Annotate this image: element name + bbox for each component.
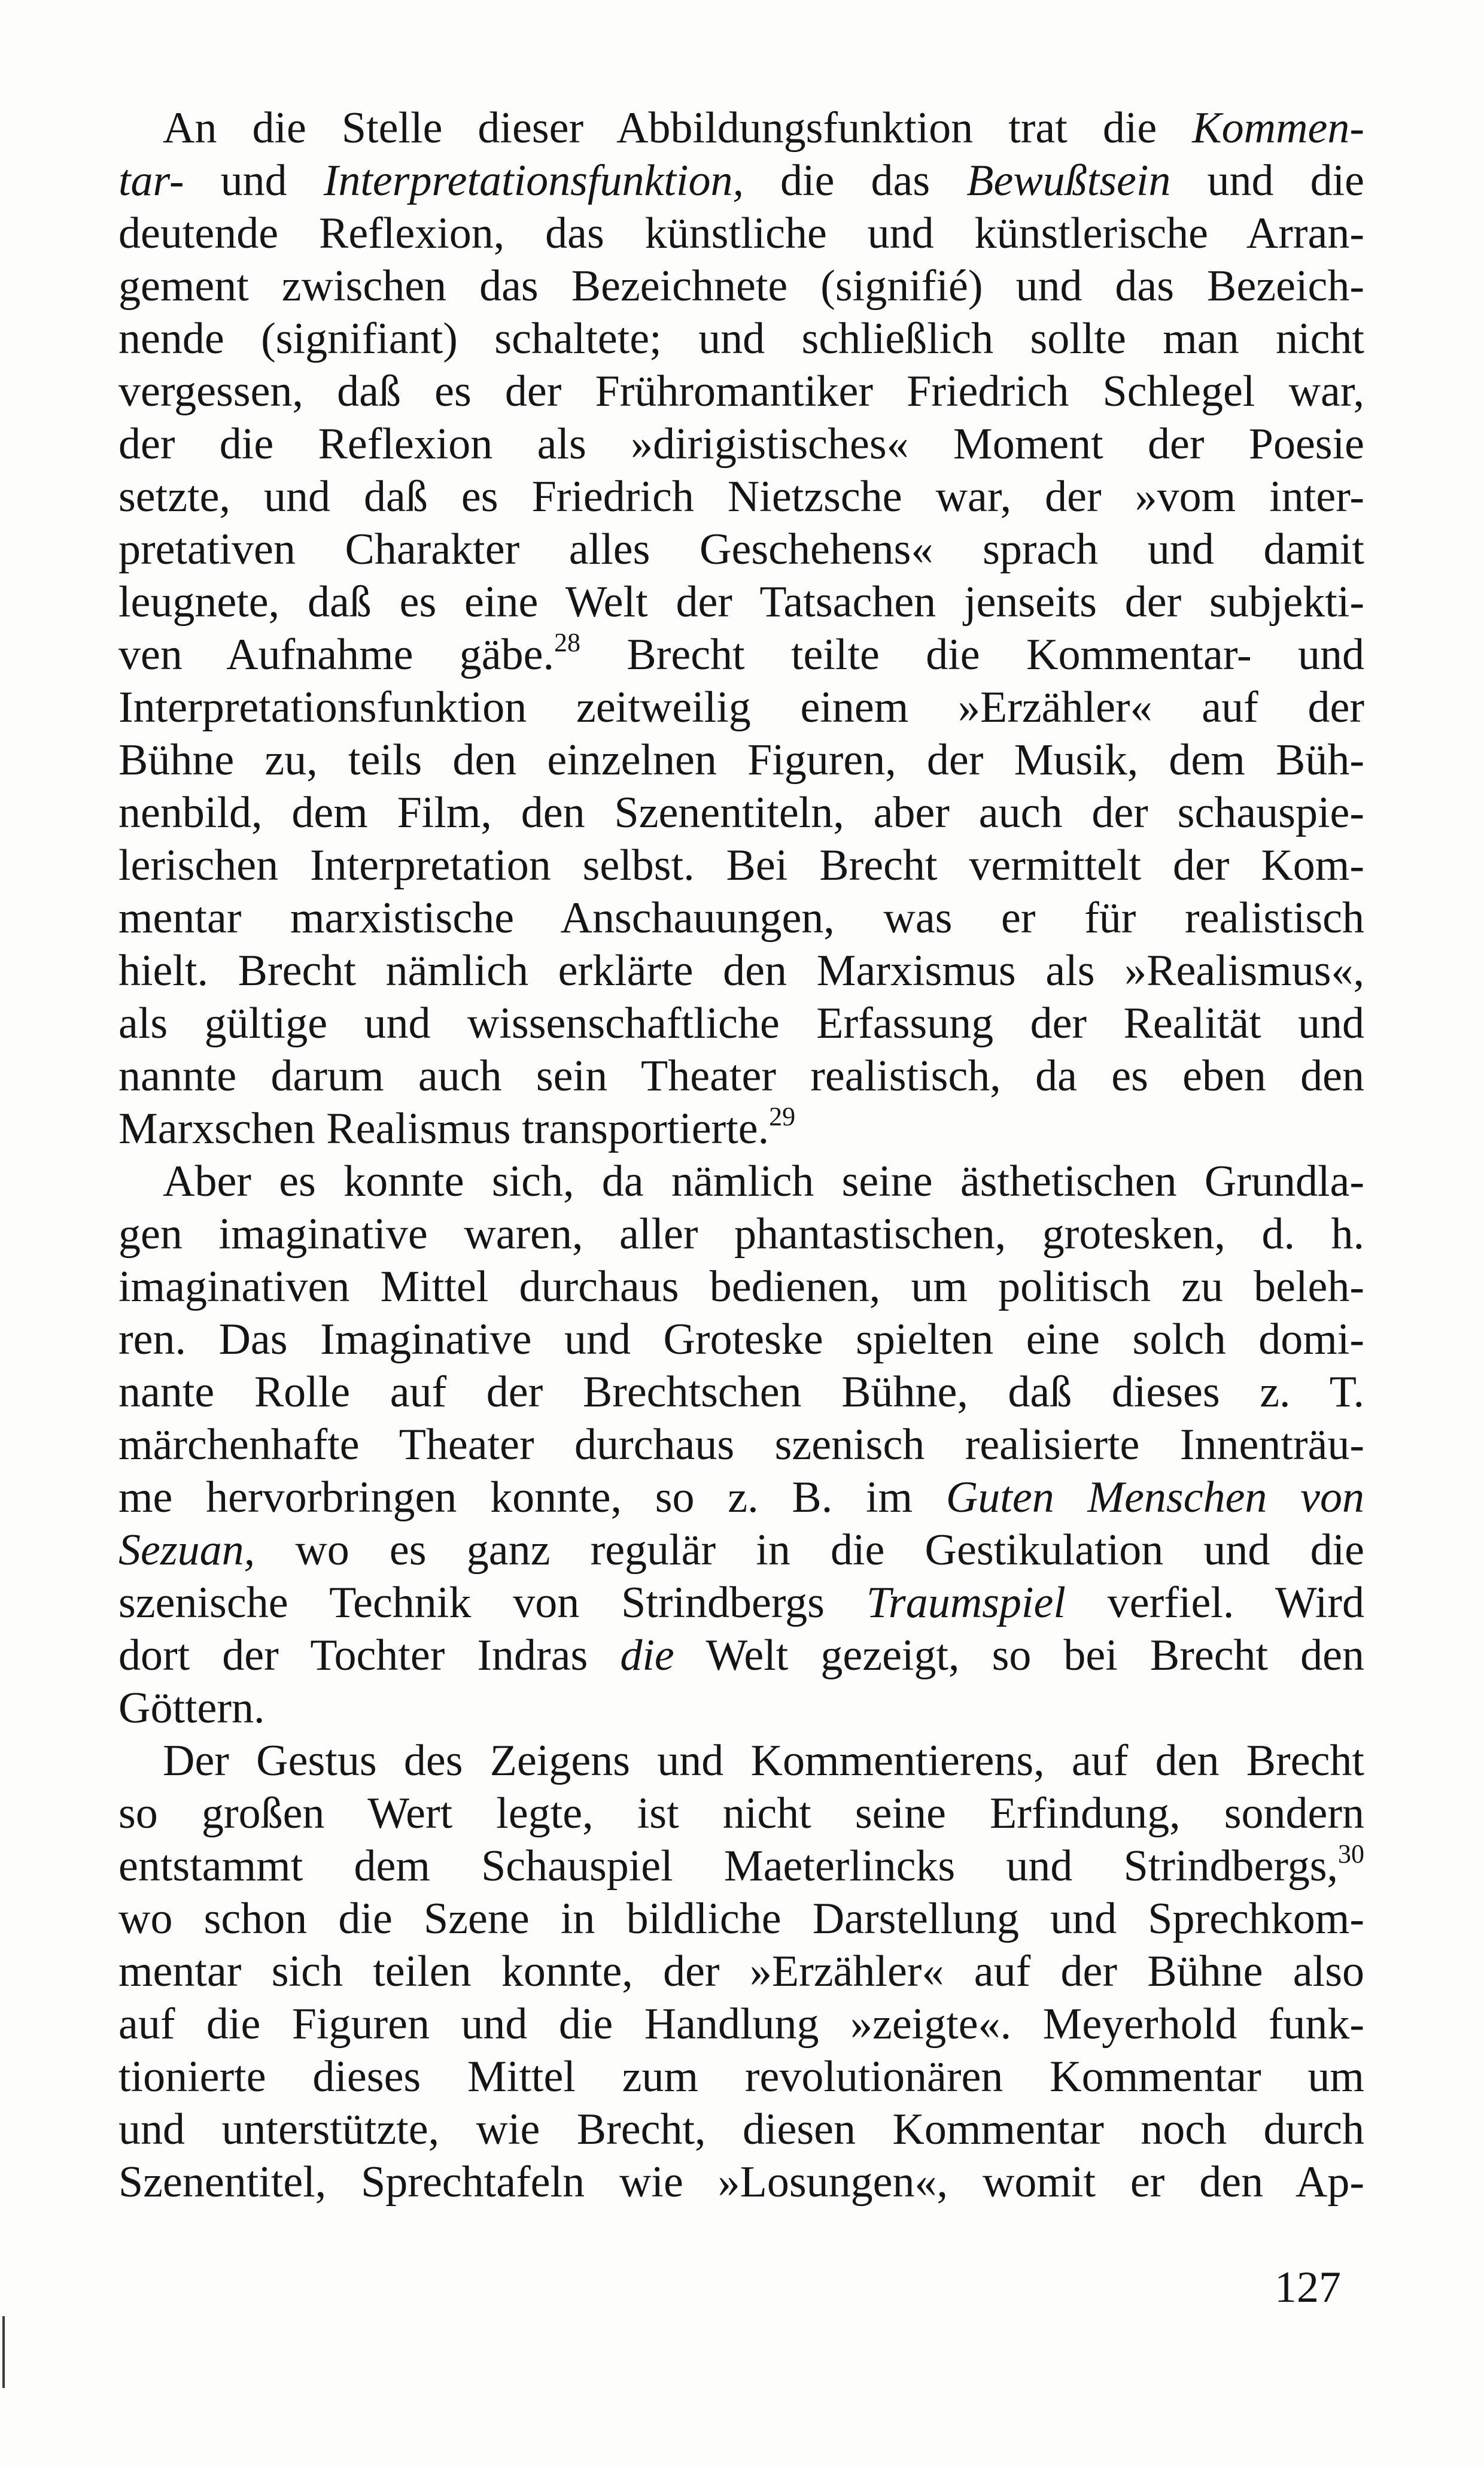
text-run: wo es ganz regulär in die Gestikulation und die bbox=[255, 1526, 1364, 1575]
text-line bbox=[118, 1418, 1364, 1471]
text-line bbox=[118, 260, 1364, 312]
text-line bbox=[118, 365, 1364, 418]
text-run: Bühne zu, teils den einzelnen Figuren, der Musik, dem Büh- bbox=[118, 736, 1364, 785]
italic-text: Kommen- bbox=[1192, 104, 1364, 153]
text-run: dort der Tochter Indras bbox=[118, 1631, 621, 1680]
text-run: ven Aufnahme gäbe. bbox=[118, 630, 554, 679]
text-line bbox=[118, 470, 1364, 523]
text-line bbox=[118, 681, 1364, 734]
text-run: Der Gestus des Zeigens und Kommentierens, auf den Brecht bbox=[163, 1736, 1364, 1785]
text-line bbox=[118, 1102, 1364, 1155]
text-run: lerischen Interpretation selbst. Bei Brecht vermittelt der Kom- bbox=[118, 841, 1364, 890]
text-line bbox=[118, 944, 1364, 997]
text-run: gement zwischen das Bezeichnete (signifié) und das Bezeich- bbox=[118, 262, 1364, 311]
text-line bbox=[118, 1471, 1364, 1524]
text-line bbox=[118, 1208, 1364, 1260]
text-run: wo schon die Szene in bildliche Darstellung und Sprechkom- bbox=[118, 1894, 1364, 1943]
text-run: me hervorbringen konnte, so z. B. im bbox=[118, 1473, 946, 1522]
text-line bbox=[118, 2050, 1364, 2103]
footnote-ref: 30 bbox=[1338, 1840, 1364, 1869]
text-line bbox=[118, 892, 1364, 944]
text-line bbox=[118, 102, 1364, 154]
text-line bbox=[118, 1155, 1364, 1208]
text-run: Welt gezeigt, so bei Brecht den bbox=[674, 1631, 1364, 1680]
text-line bbox=[118, 1313, 1364, 1366]
text-run: szenische Technik von Strindbergs bbox=[118, 1578, 866, 1627]
text-run: nende (signifiant) schaltete; und schließlich sollte man nicht bbox=[118, 314, 1364, 363]
text-run: nannte darum auch sein Theater realistisch, da es eben den bbox=[118, 1052, 1364, 1101]
footnote-ref: 28 bbox=[554, 628, 580, 657]
italic-text: tar- bbox=[118, 156, 184, 205]
footnote-ref: 29 bbox=[769, 1102, 796, 1131]
body-text bbox=[118, 102, 1364, 2208]
text-line bbox=[118, 418, 1364, 470]
text-run: leugnete, daß es eine Welt der Tatsachen jenseits der subjekti- bbox=[118, 578, 1364, 627]
text-line bbox=[118, 997, 1364, 1050]
text-run: nenbild, dem Film, den Szenentiteln, aber auch der schauspie- bbox=[118, 788, 1364, 837]
text-line bbox=[118, 2103, 1364, 2156]
text-run: auf die Figuren und die Handlung »zeigte«. Meyerhold funk- bbox=[118, 2000, 1364, 2049]
italic-text: Traumspiel bbox=[866, 1578, 1066, 1627]
text-run: mentar sich teilen konnte, der »Erzähler« auf der Bühne also bbox=[118, 1947, 1364, 1996]
text-line bbox=[118, 1892, 1364, 1945]
text-run: deutende Reflexion, das künstliche und künstlerische Arran- bbox=[118, 209, 1364, 258]
text-run: Göttern. bbox=[118, 1684, 265, 1733]
scan-edge-mark bbox=[2, 2316, 5, 2388]
italic-text: Sezuan, bbox=[118, 1526, 256, 1575]
text-run: gen imaginative waren, aller phantastischen, grotesken, d. h. bbox=[118, 1210, 1364, 1259]
text-line bbox=[118, 1734, 1364, 1787]
italic-text: Interpretationsfunktion, bbox=[323, 156, 744, 205]
text-line bbox=[118, 1787, 1364, 1840]
text-line bbox=[118, 1945, 1364, 1998]
text-run: tionierte dieses Mittel zum revolutionären Kommentar um bbox=[118, 2052, 1364, 2101]
text-run: An die Stelle dieser Abbildungsfunktion trat die bbox=[163, 104, 1193, 153]
text-line bbox=[118, 576, 1364, 628]
text-run: und die bbox=[1170, 156, 1364, 205]
text-run: ren. Das Imaginative und Groteske spielten eine solch domi- bbox=[118, 1315, 1364, 1364]
text-run: Aber es konnte sich, da nämlich seine ästhetischen Grundla- bbox=[163, 1157, 1364, 1206]
text-run: die das bbox=[743, 156, 967, 205]
text-run: imaginativen Mittel durchaus bedienen, um politisch zu beleh- bbox=[118, 1262, 1364, 1311]
text-run: nante Rolle auf der Brechtschen Bühne, daß dieses z. T. bbox=[118, 1368, 1364, 1417]
text-line bbox=[118, 2156, 1364, 2208]
text-line bbox=[118, 1366, 1364, 1418]
text-run: so großen Wert legte, ist nicht seine Erfindung, sondern bbox=[118, 1789, 1364, 1838]
italic-text: die bbox=[620, 1631, 674, 1680]
text-run: der die Reflexion als »dirigistisches« Moment der Poesie bbox=[118, 420, 1364, 469]
text-line bbox=[118, 1050, 1364, 1102]
text-run: und bbox=[184, 156, 324, 205]
text-run: Szenentitel, Sprechtafeln wie »Losungen«, womit er den Ap- bbox=[118, 2158, 1364, 2207]
text-line bbox=[118, 523, 1364, 576]
text-run: setzte, und daß es Friedrich Nietzsche war, der »vom inter- bbox=[118, 472, 1364, 521]
text-line bbox=[118, 839, 1364, 892]
text-line bbox=[118, 628, 1364, 681]
text-line bbox=[118, 1682, 1364, 1734]
text-line bbox=[118, 786, 1364, 839]
italic-text: Bewußtsein bbox=[966, 156, 1171, 205]
text-run: Marxschen Realismus transportierte. bbox=[118, 1104, 770, 1153]
text-line bbox=[118, 1840, 1364, 1892]
text-line bbox=[118, 1576, 1364, 1629]
italic-text: Guten Menschen von bbox=[945, 1473, 1364, 1522]
text-run: Brecht teilte die Kommentar- und bbox=[580, 630, 1364, 679]
text-run: pretativen Charakter alles Geschehens« sprach und damit bbox=[118, 525, 1364, 574]
text-run: Interpretationsfunktion zeitweilig einem »Erzähler« auf der bbox=[118, 683, 1364, 732]
text-line bbox=[118, 1998, 1364, 2050]
page-number: 127 bbox=[1275, 2263, 1341, 2312]
text-run: verfiel. Wird bbox=[1065, 1578, 1364, 1627]
text-line bbox=[118, 1260, 1364, 1313]
text-line bbox=[118, 207, 1364, 260]
text-line bbox=[118, 1524, 1364, 1576]
text-run: entstammt dem Schauspiel Maeterlincks und Strindbergs, bbox=[118, 1842, 1338, 1891]
text-run: mentar marxistische Anschauungen, was er für realistisch bbox=[118, 894, 1364, 943]
text-run: märchenhafte Theater durchaus szenisch realisierte Innenträu- bbox=[118, 1420, 1364, 1469]
text-run: und unterstützte, wie Brecht, diesen Kommentar noch durch bbox=[118, 2105, 1364, 2154]
text-line bbox=[118, 312, 1364, 365]
text-run: als gültige und wissenschaftliche Erfassung der Realität und bbox=[118, 999, 1364, 1048]
text-line bbox=[118, 154, 1364, 207]
text-line bbox=[118, 734, 1364, 786]
text-line bbox=[118, 1629, 1364, 1682]
text-run: vergessen, daß es der Frühromantiker Friedrich Schlegel war, bbox=[118, 367, 1364, 416]
text-run: hielt. Brecht nämlich erklärte den Marxismus als »Realismus«, bbox=[118, 946, 1364, 995]
